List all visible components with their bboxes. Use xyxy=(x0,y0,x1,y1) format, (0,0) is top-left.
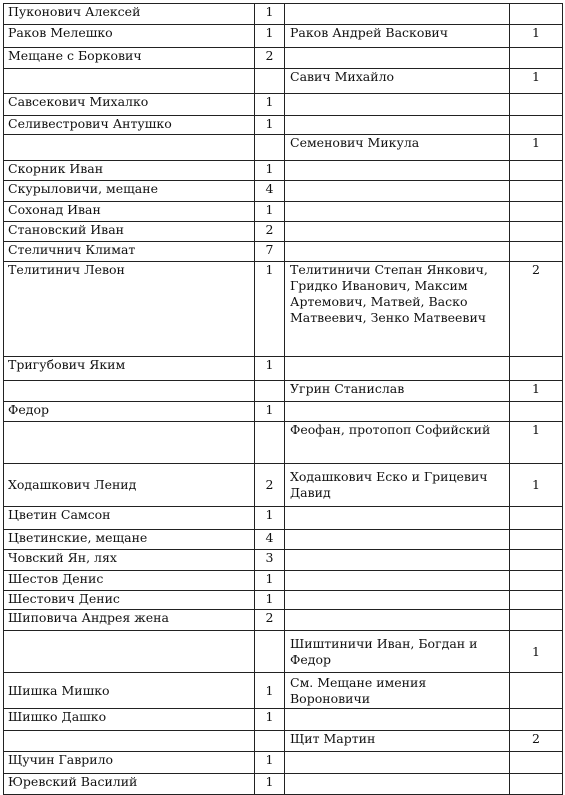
count-cell: 1 xyxy=(255,357,285,381)
name-cell: Шиповича Андрея жена xyxy=(4,610,255,631)
related-name-cell xyxy=(285,202,510,222)
related-count-cell xyxy=(510,181,563,202)
related-name-cell xyxy=(285,242,510,262)
name-cell xyxy=(4,731,255,752)
related-count-cell xyxy=(510,222,563,242)
table-row xyxy=(4,610,563,631)
name-cell: Мещане с Боркович xyxy=(4,48,255,69)
table-row xyxy=(4,94,563,116)
table-row xyxy=(4,709,563,731)
related-count-cell xyxy=(510,591,563,610)
table-row xyxy=(4,530,563,550)
name-cell: Цветин Самсон xyxy=(4,507,255,530)
table-row xyxy=(4,631,563,673)
count-cell: 1 xyxy=(255,262,285,357)
table-row xyxy=(4,507,563,530)
count-cell: 1 xyxy=(255,402,285,422)
count-cell: 1 xyxy=(255,94,285,116)
name-cell: Селивестрович Антушко xyxy=(4,116,255,135)
related-count-cell: 1 xyxy=(510,135,563,161)
table-row xyxy=(4,752,563,774)
name-cell: Сохонад Иван xyxy=(4,202,255,222)
table-row xyxy=(4,731,563,752)
count-cell: 1 xyxy=(255,161,285,181)
count-cell: 2 xyxy=(255,610,285,631)
table-row xyxy=(4,242,563,262)
count-cell: 2 xyxy=(255,222,285,242)
related-count-cell: 1 xyxy=(510,464,563,507)
related-count-cell xyxy=(510,530,563,550)
table-row xyxy=(4,357,563,381)
table-row xyxy=(4,222,563,242)
name-cell: Савсекович Михалко xyxy=(4,94,255,116)
table-row xyxy=(4,202,563,222)
table-row xyxy=(4,673,563,709)
related-count-cell xyxy=(510,610,563,631)
related-count-cell: 1 xyxy=(510,381,563,402)
register-table-body xyxy=(4,4,563,795)
count-cell: 1 xyxy=(255,507,285,530)
table-row xyxy=(4,48,563,69)
name-cell xyxy=(4,422,255,464)
related-name-cell: Семенович Микула xyxy=(285,135,510,161)
related-count-cell: 1 xyxy=(510,631,563,673)
related-name-cell xyxy=(285,4,510,25)
count-cell: 1 xyxy=(255,774,285,795)
table-row xyxy=(4,135,563,161)
related-name-cell xyxy=(285,591,510,610)
related-name-cell xyxy=(285,161,510,181)
name-cell xyxy=(4,631,255,673)
count-cell xyxy=(255,69,285,94)
related-count-cell xyxy=(510,161,563,181)
table-row xyxy=(4,161,563,181)
name-cell: Тригубович Яким xyxy=(4,357,255,381)
related-count-cell: 1 xyxy=(510,69,563,94)
related-name-cell: Савич Михайло xyxy=(285,69,510,94)
related-count-cell xyxy=(510,550,563,571)
name-cell: Щучин Гаврило xyxy=(4,752,255,774)
related-name-cell: Феофан, протопоп Софийский xyxy=(285,422,510,464)
count-cell: 1 xyxy=(255,673,285,709)
count-cell: 1 xyxy=(255,116,285,135)
related-count-cell: 1 xyxy=(510,422,563,464)
table-row xyxy=(4,25,563,48)
related-count-cell xyxy=(510,116,563,135)
related-name-cell xyxy=(285,222,510,242)
name-cell: Шишка Мишко xyxy=(4,673,255,709)
count-cell: 1 xyxy=(255,752,285,774)
register-table xyxy=(3,3,563,795)
name-cell: Пуконович Алексей xyxy=(4,4,255,25)
related-name-cell xyxy=(285,709,510,731)
count-cell: 1 xyxy=(255,571,285,591)
related-name-cell xyxy=(285,181,510,202)
related-name-cell: Щит Мартин xyxy=(285,731,510,752)
related-count-cell xyxy=(510,4,563,25)
count-cell: 4 xyxy=(255,181,285,202)
count-cell: 4 xyxy=(255,530,285,550)
related-name-cell xyxy=(285,752,510,774)
name-cell: Становский Иван xyxy=(4,222,255,242)
table-row xyxy=(4,381,563,402)
related-count-cell xyxy=(510,402,563,422)
count-cell xyxy=(255,381,285,402)
table-row xyxy=(4,116,563,135)
table-row xyxy=(4,422,563,464)
table-row xyxy=(4,591,563,610)
table-row xyxy=(4,402,563,422)
related-name-cell xyxy=(285,530,510,550)
related-count-cell xyxy=(510,752,563,774)
name-cell: Човский Ян, лях xyxy=(4,550,255,571)
table-row xyxy=(4,550,563,571)
related-count-cell: 2 xyxy=(510,731,563,752)
count-cell: 3 xyxy=(255,550,285,571)
related-count-cell xyxy=(510,94,563,116)
name-cell: Стеличнич Климат xyxy=(4,242,255,262)
related-name-cell: Шиштиничи Иван, Богдан и Федор xyxy=(285,631,510,673)
name-cell: Скурыловичи, мещане xyxy=(4,181,255,202)
related-name-cell: Раков Андрей Васкович xyxy=(285,25,510,48)
count-cell: 1 xyxy=(255,25,285,48)
table-row xyxy=(4,181,563,202)
table-row xyxy=(4,69,563,94)
count-cell: 7 xyxy=(255,242,285,262)
related-name-cell xyxy=(285,357,510,381)
name-cell xyxy=(4,135,255,161)
related-count-cell: 2 xyxy=(510,262,563,357)
count-cell xyxy=(255,422,285,464)
count-cell xyxy=(255,135,285,161)
table-row xyxy=(4,262,563,357)
name-cell: Шестов Денис xyxy=(4,571,255,591)
related-name-cell xyxy=(285,48,510,69)
name-cell: Цветинские, мещане xyxy=(4,530,255,550)
count-cell: 2 xyxy=(255,464,285,507)
name-cell: Шишко Дашко xyxy=(4,709,255,731)
name-cell: Ходашкович Ленид xyxy=(4,464,255,507)
count-cell xyxy=(255,731,285,752)
related-name-cell: Ходашкович Еско и Грицевич Давид xyxy=(285,464,510,507)
related-count-cell xyxy=(510,357,563,381)
count-cell: 1 xyxy=(255,202,285,222)
related-name-cell xyxy=(285,571,510,591)
related-name-cell: См. Мещане имения Вороновичи xyxy=(285,673,510,709)
name-cell xyxy=(4,69,255,94)
table-row xyxy=(4,464,563,507)
related-count-cell: 1 xyxy=(510,25,563,48)
related-name-cell xyxy=(285,507,510,530)
related-name-cell: Угрин Станислав xyxy=(285,381,510,402)
related-name-cell: Телитиничи Степан Янкович, Гридко Иванович, Максим Артемович, Матвей, Васко Матвеевич, Зенко Матвеевич xyxy=(285,262,510,357)
related-name-cell xyxy=(285,402,510,422)
related-count-cell xyxy=(510,709,563,731)
related-count-cell xyxy=(510,242,563,262)
count-cell: 2 xyxy=(255,48,285,69)
name-cell: Шестович Денис xyxy=(4,591,255,610)
related-count-cell xyxy=(510,202,563,222)
name-cell xyxy=(4,381,255,402)
related-name-cell xyxy=(285,774,510,795)
related-count-cell xyxy=(510,48,563,69)
count-cell: 1 xyxy=(255,591,285,610)
related-name-cell xyxy=(285,94,510,116)
table-row xyxy=(4,571,563,591)
count-cell xyxy=(255,631,285,673)
related-name-cell xyxy=(285,610,510,631)
related-name-cell xyxy=(285,550,510,571)
name-cell: Юревский Василий xyxy=(4,774,255,795)
related-name-cell xyxy=(285,116,510,135)
name-cell: Скорник Иван xyxy=(4,161,255,181)
related-count-cell xyxy=(510,571,563,591)
related-count-cell xyxy=(510,507,563,530)
table-row xyxy=(4,4,563,25)
related-count-cell xyxy=(510,673,563,709)
count-cell: 1 xyxy=(255,709,285,731)
table-row xyxy=(4,774,563,795)
count-cell: 1 xyxy=(255,4,285,25)
name-cell: Федор xyxy=(4,402,255,422)
name-cell: Телитинич Левон xyxy=(4,262,255,357)
name-cell: Раков Мелешко xyxy=(4,25,255,48)
related-count-cell xyxy=(510,774,563,795)
